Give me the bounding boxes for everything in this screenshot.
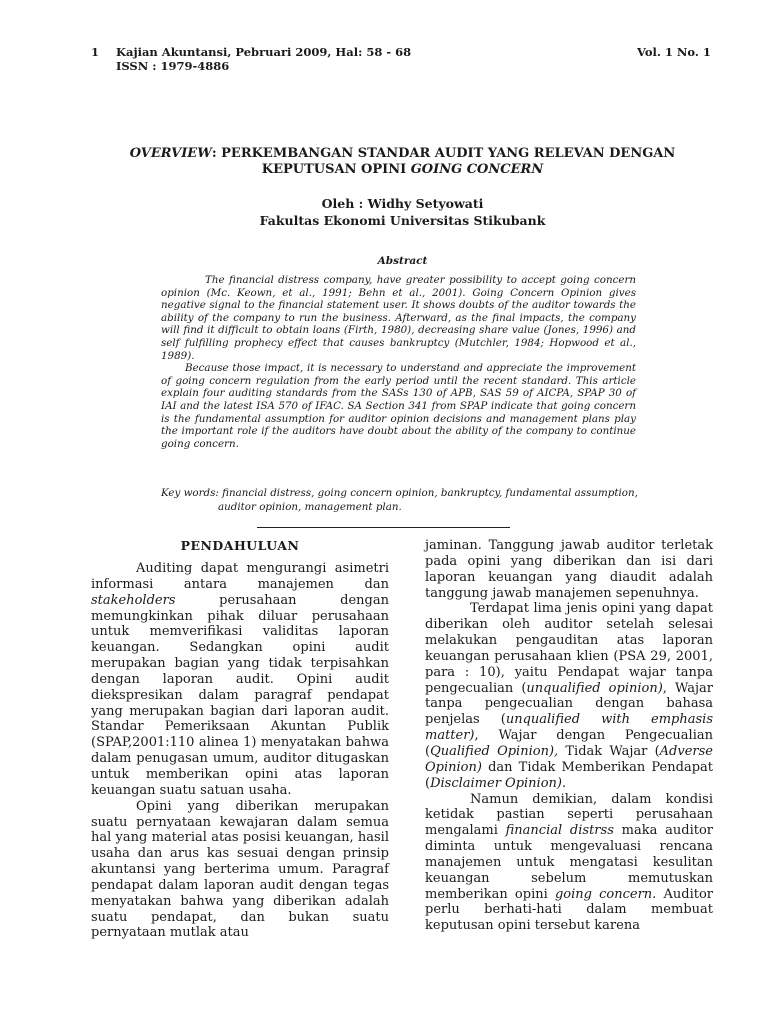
author-affiliation: Fakultas Ekonomi Universitas Stikubank — [259, 213, 546, 228]
abstract-heading: Abstract — [377, 255, 428, 267]
abstract-paragraph-2: Because those impact, it is necessary to understand and appreciate the improvement of going concern regulation from the early period until the recent standard. This article explain four auditing standards from the SASs 130 of APB, SAS 59 of AICPA, SPAP 30 of IAI and the latest ISA 570 of IFAC. SA Section 341 from SPAP indicate that going concern is the fundamental assumption for auditor opinion decisions and management plans play the important role if the auditors have doubt about the ability of the company to continue going concern. — [161, 362, 636, 450]
right-p3-part-a: Namun demikian, dalam kondisi ketidak pastian seperti perusahaan mengalami — [425, 791, 713, 839]
left-paragraph-2: Opini yang diberikan merupakan suatu pernyataan kewajaran dalam semua hal yang material atas posisi keuangan, hasil usaha dan arus kas sesuai dengan prinsip akuntansi yang berterima umum. Paragraf pendapat dalam laporan audit dengan tegas menyatakan bahwa yang diberikan adalah suatu pendapat, dan bukan suatu pernyataan mutlak atau — [91, 798, 389, 941]
right-p3-financial-distress: financial distrss — [505, 823, 614, 839]
right-p3-part-b: maka auditor diminta untuk mengevaluasi rencana manajemen untuk mengatasi kesulitan keuangan sebelum memutuskan memberikan opini — [425, 823, 714, 902]
author-byline: Oleh : Widhy Setyowati — [321, 196, 484, 211]
left-p1-part-a: Auditing dapat mengurangi asimetri informasi antara manajemen dan — [91, 561, 389, 592]
right-p2-part-e: dan Tidak Memberikan Pendapat ( — [425, 759, 713, 791]
title-overview: OVERVIEW — [129, 146, 212, 161]
page-number: 1 — [91, 45, 100, 59]
keywords — [161, 487, 641, 514]
right-p2-disclaimer: Disclaimer Opinion). — [430, 775, 567, 791]
title-going-concern: GOING CONCERN — [410, 162, 544, 177]
left-paragraph-1 — [91, 561, 389, 799]
right-paragraph-3 — [425, 792, 713, 935]
abstract-paragraph-1: The financial distress company, have greater possibility to accept going concern opinion (Mc. Keown, et al., 1991; Behn et al., 2001). Going Concern Opinion gives negative signal to the financial statement user. It shows doubts of the auditor towards the ability of the company to run the business. Afterward, as the final impacts, the company will find it difficult to obtain loans (Firth, 1980), decreasing share value (Jones, 1996) and self fulfilling prophecy effect that causes bankruptcy (Mutchler, 1984; Hopwood et al., 1989). — [161, 274, 636, 362]
title-line-2-text: KEPUTUSAN OPINI — [261, 162, 411, 177]
keywords-line-1: Key words: financial distress, going concern opinion, bankruptcy, fundamental assumption, — [161, 487, 638, 499]
left-p1-stakeholders: stakeholders — [91, 592, 176, 608]
body-column-right — [425, 538, 713, 934]
right-p2-unqualified: unqualified opinion) — [526, 680, 663, 696]
left-p1-part-b: perusahaan dengan memungkinkan pihak diluar perusahaan untuk memverifikasi validitas laporan keuangan. Sedangkan opini audit merupakan bagian yang tidak terpisahkan dengan laporan audit. Opini audit diekspresikan dalam paragraf pendapat yang merupakan bagian dari laporan audit. Standar Pemeriksaan Akuntan Publik (SPAP,2001:110 alinea 1) menyatakan bahwa dalam penugasan umum, auditor ditugaskan untuk memberikan opini atas laporan keuangan suatu satuan usaha. — [91, 592, 389, 798]
abstract-body — [161, 274, 636, 450]
right-p2-part-b: , Wajar tanpa pengecualian dengan bahasa penjelas ( — [425, 680, 713, 728]
article-title — [100, 146, 705, 178]
title-line-1-text: : PERKEMBANGAN STANDAR AUDIT YANG RELEVAN DENGAN — [211, 146, 676, 161]
right-p2-part-c: , Wajar dengan Pengecualian ( — [425, 728, 713, 759]
section-heading: PENDAHULUAN — [180, 538, 300, 553]
right-p3-part-c: Auditor perlu berhati-hati dalam membuat keputusan opini tersebut karena — [425, 886, 714, 934]
body-column-left — [91, 538, 389, 941]
title-line-1 — [100, 146, 705, 162]
right-p2-part-d: Tidak Wajar ( — [558, 743, 660, 759]
right-p2-emphasis: unqualified with emphasis matter) — [425, 712, 713, 744]
right-paragraph-2 — [425, 601, 713, 791]
keywords-line-2: auditor opinion, management plan. — [218, 500, 402, 513]
right-p2-qualified: Qualified Opinion), — [430, 743, 559, 759]
issn: ISSN : 1979-4886 — [116, 59, 230, 73]
author-block — [100, 195, 705, 229]
journal-citation: Kajian Akuntansi, Pebruari 2009, Hal: 58 - 68 — [116, 45, 412, 59]
volume-number: Vol. 1 No. 1 — [637, 45, 711, 59]
title-line-2 — [100, 162, 705, 178]
right-p2-part-a: Terdapat lima jenis opini yang dapat diberikan oleh auditor setelah selesai melakukan pengauditan atas laporan keuangan perusahaan klien (PSA 29, 2001, para : 10), yaitu Pendapat wajar tanpa pengecualian ( — [425, 601, 713, 696]
separator-rule — [257, 527, 510, 528]
right-p2-adverse: Adverse Opinion) — [425, 743, 713, 775]
right-p3-going-concern: going concern. — [554, 886, 657, 902]
right-paragraph-1: jaminan. Tanggung jawab auditor terletak pada opini yang diberikan dan isi dari laporan keuangan yang diaudit adalah tanggung jawab manajemen sepenuhnya. — [425, 538, 713, 601]
